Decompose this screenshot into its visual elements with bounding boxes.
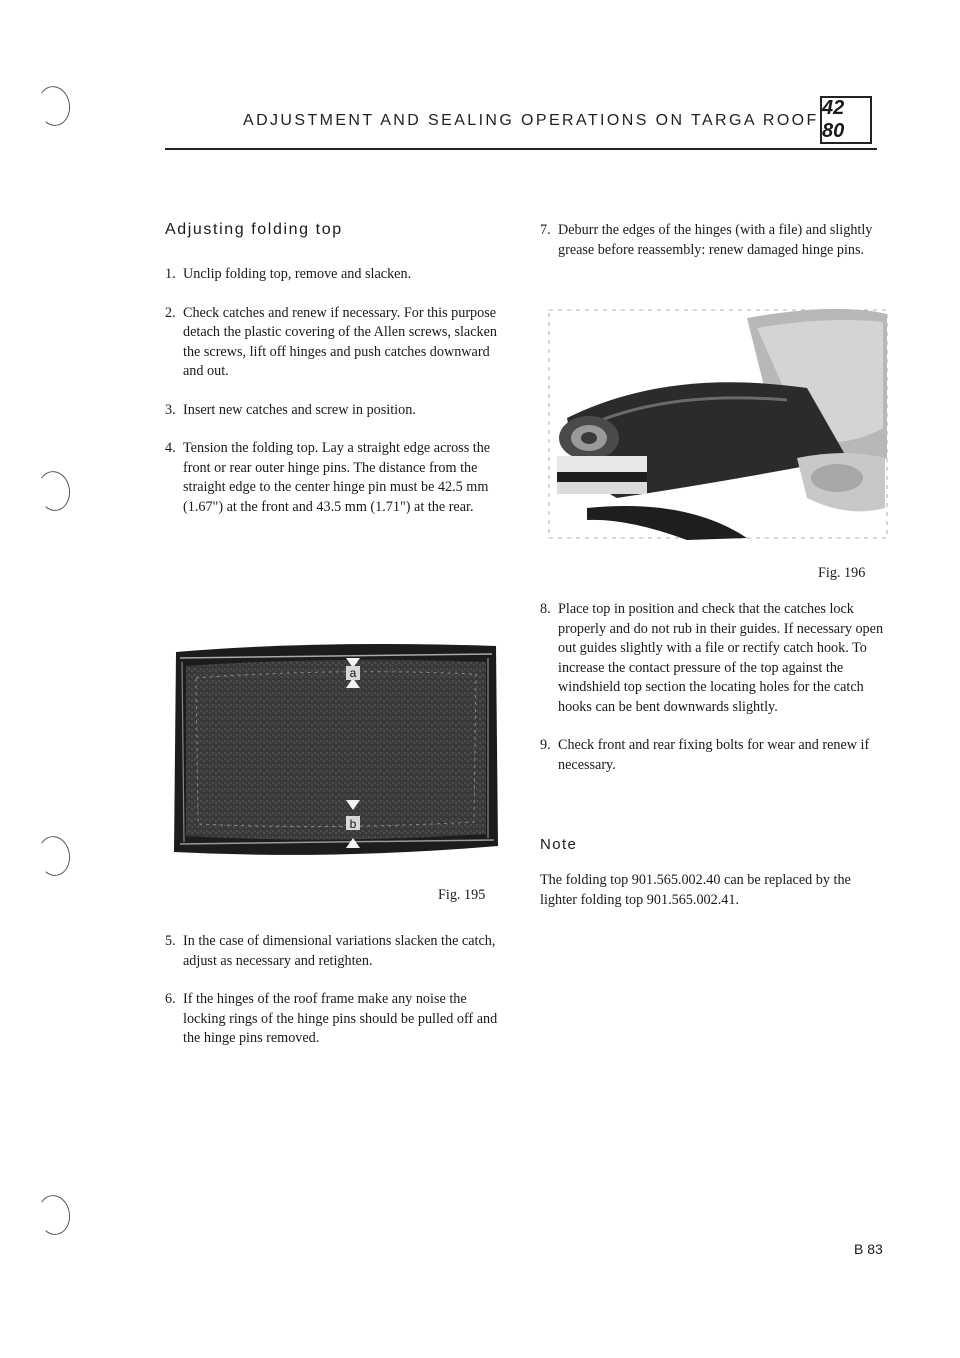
step-text: Place top in position and check that the catches lock properly and do not rub in their guides. If necessary open out guides slightly with a file or rectify catch hook. To increase the contact pressure of the top against the windshield top section the locating holes for the catch hooks can be bent downwards slightly. xyxy=(558,601,884,715)
step-number: 6. xyxy=(165,991,176,1007)
step-number: 4. xyxy=(165,440,176,456)
step-4 xyxy=(165,439,510,517)
note-text: The folding top 901.565.002.40 can be replaced by the lighter folding top 901.565.002.41. xyxy=(540,872,851,908)
step-text: If the hinges of the roof frame make any noise the locking rings of the hinge pins should be pulled off and the hinge pins removed. xyxy=(183,991,498,1046)
left-column xyxy=(165,221,510,536)
step-number: 5. xyxy=(165,933,176,949)
step-text: Check catches and renew if necessary. For this purpose detach the plastic covering of the Allen screws, slacken the screws, lift off hinges and push catches downward and out. xyxy=(183,304,497,379)
step-2 xyxy=(165,304,510,382)
figure-195-caption: Fig. 195 xyxy=(438,887,486,903)
right-column-lower xyxy=(540,600,885,794)
step-text: Tension the folding top. Lay a straight edge across the front or rear outer hinge pins. The distance from the straight edge to the center hinge pin must be 42.5 mm (1.67") at the front and 43.5 mm (1.71") at the rear. xyxy=(183,440,491,515)
step-text: Deburr the edges of the hinges (with a file) and slightly grease before reassembly: renew damaged hinge pins. xyxy=(558,222,873,258)
binder-hole-3 xyxy=(35,834,72,878)
step-number: 2. xyxy=(165,304,176,321)
step-6 xyxy=(165,990,510,1049)
binder-hole-2 xyxy=(35,469,72,513)
step-5 xyxy=(165,932,510,971)
step-number: 8. xyxy=(540,601,551,617)
step-text: Unclip folding top, remove and slacken. xyxy=(183,266,412,282)
step-number: 9. xyxy=(540,737,551,753)
binder-hole-4 xyxy=(35,1193,72,1237)
figure-196-caption: Fig. 196 xyxy=(818,565,866,581)
step-8 xyxy=(540,600,885,717)
header-rule xyxy=(165,148,877,150)
figure-marker-a: a xyxy=(349,666,357,680)
binder-hole-1 xyxy=(35,84,72,128)
step-9 xyxy=(540,736,885,775)
left-column-lower xyxy=(165,932,510,1068)
figure-195-roof-frame-photo xyxy=(170,638,504,860)
step-number: 1. xyxy=(165,266,176,282)
step-text: Insert new catches and screw in position. xyxy=(183,401,416,418)
figure-196-hinge-photo xyxy=(547,308,889,540)
right-column xyxy=(540,221,885,279)
note-title: Note xyxy=(540,836,578,853)
step-text: Check front and rear fixing bolts for wear and renew if necessary. xyxy=(558,737,870,773)
figure-marker-b: b xyxy=(349,817,357,831)
step-number: 7. xyxy=(540,222,551,238)
step-text: In the case of dimensional variations slacken the catch, adjust as necessary and retighten. xyxy=(183,933,496,969)
section-code-badge: 42 80 xyxy=(820,96,872,144)
page-header-title: ADJUSTMENT AND SEALING OPERATIONS ON TARGA ROOF xyxy=(243,112,819,129)
step-3 xyxy=(165,401,510,421)
step-number: 3. xyxy=(165,401,176,418)
step-7 xyxy=(540,221,885,260)
step-1 xyxy=(165,265,510,285)
page-number: B 83 xyxy=(854,1241,883,1257)
section-title: Adjusting folding top xyxy=(165,221,343,238)
